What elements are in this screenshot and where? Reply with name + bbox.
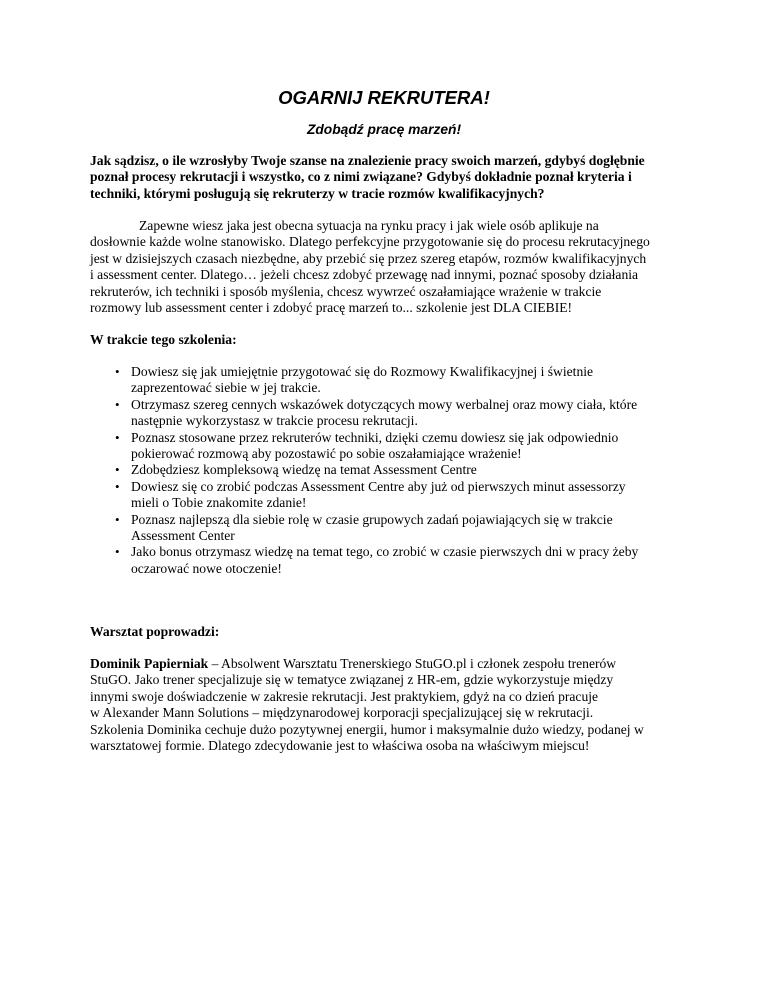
list-item-line: • Zdobędziesz kompleksową wiedzę na temat Assessment Centre xyxy=(131,462,477,478)
main-paragraph xyxy=(90,218,680,316)
list-item-line: • Jako bonus otrzymasz wiedzę na temat tego, co zrobić w czasie pierwszych dni w pracy żeby xyxy=(131,544,639,560)
document-title: OGARNIJ REKRUTERA! xyxy=(278,87,490,108)
list-item-line: następnie wykorzystasz w trakcie procesu rekrutacji. xyxy=(131,413,418,429)
paragraph-line: rekruterów, ich techniki i sposób myślenia, chcesz wywrzeć oszałamiające wrażenie w trakcie xyxy=(90,283,602,299)
intro-bold-paragraph xyxy=(90,153,680,202)
list-item xyxy=(90,397,680,430)
list-item-line: mieli o Tobie znakomite zdanie! xyxy=(131,495,307,511)
trainer-line: innymi swoje doświadczenie w zakresie rekrutacji. Jest praktykiem, gdyż na co dzień pracuje xyxy=(90,688,599,704)
intro-line: Jak sądzisz, o ile wzrosłyby Twoje szanse na znalezienie pracy swoich marzeń, gdybyś dogłębnie xyxy=(90,153,645,168)
list-item-line: • Dowiesz się jak umiejętnie przygotować się do Rozmowy Kwalifikacyjnej i świetnie xyxy=(131,364,594,379)
list-item xyxy=(90,479,680,512)
paragraph-line: rozmowy lub assessment center i zdobyć pracę marzeń to... szkolenie jest DLA CIEBIE! xyxy=(90,300,573,316)
paragraph-line: jest w dzisiejszych czasach niezbędne, aby przebić się przez szereg etapów, rozmów kwalifikacyjnych xyxy=(90,250,647,266)
list-item xyxy=(90,544,680,577)
list-item-line: zaprezentować siebie w jej trakcie. xyxy=(131,380,321,396)
trainer-line: warsztatowej formie. Dlatego zdecydowanie jest to właściwa osoba na właściwym miejscu! xyxy=(90,738,590,754)
list-item xyxy=(90,430,680,463)
intro-line: poznał procesy rekrutacji i wszystko, co z nimi związane? Gdybyś dokładnie poznał kryteria i xyxy=(90,169,632,185)
trainer-line: Szkolenia Dominika cechuje dużo pozytywnej energii, humor i maksymalnie dużo wiedzy, podanej w xyxy=(90,721,644,737)
workshop-heading: Warsztat poprowadzi: xyxy=(90,624,220,639)
list-item xyxy=(90,512,680,545)
list-item-line: oczarować nowe otoczenie! xyxy=(131,560,282,576)
paragraph-line: dosłownie każde wolne stanowisko. Dlatego perfekcyjne przygotowanie się do procesu rekrutacyjnego xyxy=(90,234,650,250)
document-subtitle: Zdobądź pracę marzeń! xyxy=(306,122,462,137)
trainer-line xyxy=(90,656,680,672)
trainer-name: Dominik Papierniak xyxy=(90,656,209,671)
list-item-line: • Dowiesz się co zrobić podczas Assessment Centre aby już od pierwszych minut assessorzy xyxy=(131,478,626,494)
training-heading: W trakcie tego szkolenia: xyxy=(90,332,237,347)
intro-line: techniki, którymi posługują się rekruterzy w tracie rozmów kwalifikacyjnych? xyxy=(90,185,545,201)
list-item xyxy=(90,364,680,397)
paragraph-line: i assessment center. Dlatego… jeżeli chcesz zdobyć przewagę nad innymi, poznać sposoby działania xyxy=(90,267,639,283)
trainer-paragraph xyxy=(90,656,680,754)
list-item-line: • Poznasz najlepszą dla siebie rolę w czasie grupowych zadań pojawiających się w trakcie xyxy=(131,511,613,527)
trainer-intro: – Absolwent Warsztatu Trenerskiego StuGO.pl i członek zespołu trenerów xyxy=(208,656,617,671)
paragraph-line: Zapewne wiesz jaka jest obecna sytuacja na rynku pracy i jak wiele osób aplikuje na xyxy=(139,218,599,233)
list-item-line: pokierować rozmową aby pozostawić po sobie oszałamiające wrażenie! xyxy=(131,446,522,462)
training-bullet-list xyxy=(90,364,680,577)
trainer-line: StuGO. Jako trener specjalizuje się w tematyce związanej z HR-em, gdzie wykorzystuje między xyxy=(90,672,614,688)
trainer-line: w Alexander Mann Solutions – międzynarodowej korporacji specjalizującej się w rekrutacji. xyxy=(90,705,594,721)
list-item xyxy=(90,462,680,478)
list-item-line: • Otrzymasz szereg cennych wskazówek dotyczących mowy werbalnej oraz mowy ciała, które xyxy=(131,396,638,412)
list-item-line: • Poznasz stosowane przez rekruterów techniki, dzięki czemu dowiesz się jak odpowiednio xyxy=(131,429,619,445)
list-item-line: Assessment Center xyxy=(131,528,235,544)
